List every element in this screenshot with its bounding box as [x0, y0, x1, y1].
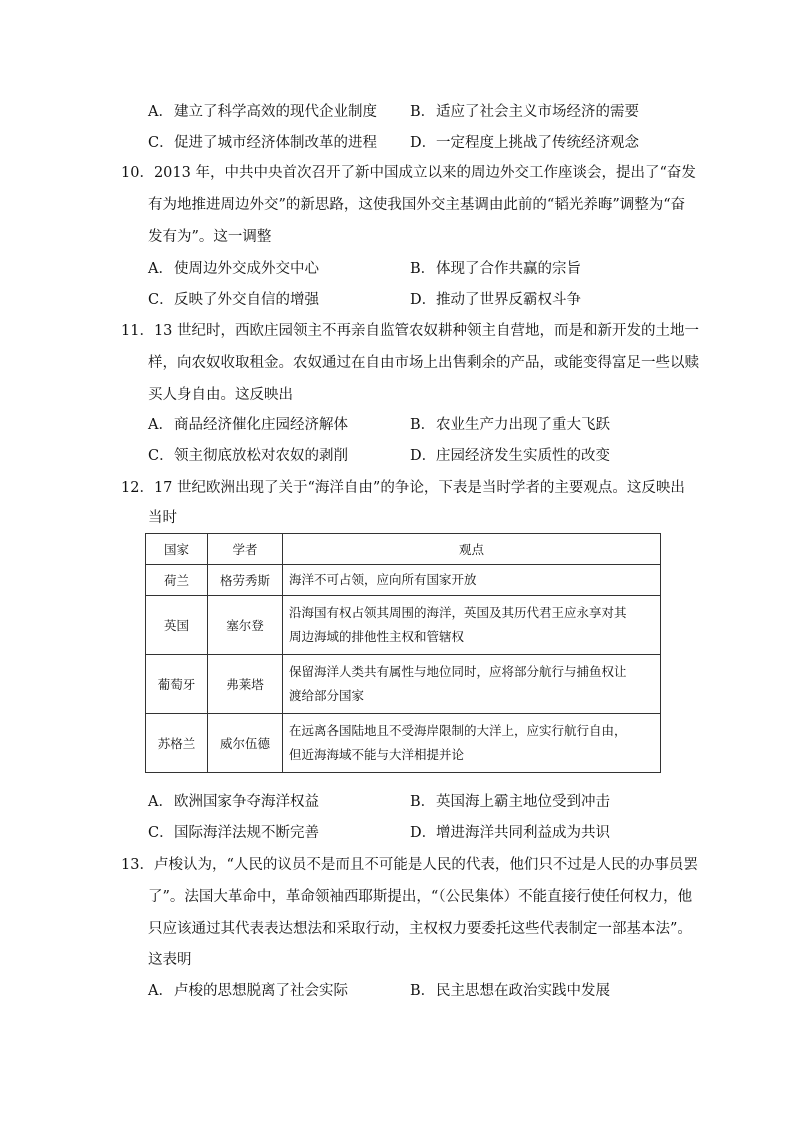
cell-country: 苏格兰 — [146, 714, 208, 773]
cell-scholar: 塞尔登 — [208, 596, 283, 655]
q10-stem-line-2: 有为地推进周边外交”的新思路，这使我国外交主基调由此前的“韬光养晦”调整为“奋 — [148, 197, 686, 213]
q10-stem-line-1: 10．2013 年，中共中央首次召开了新中国成立以来的周边外交工作座谈会，提出了“奋发 — [121, 165, 696, 181]
q12-options-row-2 — [148, 821, 708, 845]
q9-options-row-1 — [148, 100, 708, 124]
table-row — [146, 565, 661, 596]
q10-stem-line-3: 发有为”。这一调整 — [148, 229, 272, 245]
cell-scholar: 格劳秀斯 — [208, 565, 283, 596]
q10-options-row-1 — [148, 257, 708, 281]
q11-option-d[interactable]: D．庄园经济发生实质性的改变 — [410, 448, 610, 464]
q10-option-c[interactable]: C．反映了外交自信的增强 — [148, 292, 319, 308]
q9-option-a[interactable]: A．建立了科学高效的现代企业制度 — [148, 104, 377, 120]
cell-country: 荷兰 — [146, 565, 208, 596]
q12-option-b[interactable]: B．英国海上霸主地位受到冲击 — [410, 794, 610, 810]
q9-option-c[interactable]: C．促进了城市经济体制改革的进程 — [148, 135, 377, 151]
question-number: 10． — [121, 165, 154, 181]
q11-stem-line-2: 样，向农奴收取租金。农奴通过在自由市场上出售剩余的产品，或能变得富足一些以赎 — [148, 355, 699, 371]
q12-option-d[interactable]: D．增进海洋共同利益成为共识 — [410, 825, 610, 841]
cell-view: 沿海国有权占领其周围的海洋，英国及其历代君王应永享对其 周边海域的排他性主权和管辖权 — [283, 596, 661, 655]
q11-option-b[interactable]: B．农业生产力出现了重大飞跃 — [410, 417, 610, 433]
table-header-row — [146, 534, 661, 565]
header-scholar: 学者 — [208, 534, 283, 565]
q11-option-a[interactable]: A．商品经济催化庄园经济解体 — [148, 417, 348, 433]
q12-options-row-1 — [148, 790, 708, 814]
q12-stem-line-2: 当时 — [148, 510, 177, 526]
q13-options-row-1 — [148, 979, 708, 1003]
q13-stem-line-3: 只应该通过其代表表达想法和采取行动，主权权力要委托这些代表制定一部基本法”。 — [148, 921, 692, 937]
q11-stem-line-1: 11．13 世纪时，西欧庄园领主不再亲自监管农奴耕种领主自营地，而是和新开发的土地一 — [121, 323, 700, 339]
q13-stem-line-1: 13．卢梭认为，“人民的议员不是而且不可能是人民的代表，他们只不过是人民的办事员罢 — [121, 857, 698, 873]
cell-scholar: 弗莱塔 — [208, 655, 283, 714]
table-row — [146, 596, 661, 655]
cell-view: 保留海洋人类共有属性与地位同时，应将部分航行与捕鱼权让 渡给部分国家 — [283, 655, 661, 714]
scholar-views-table — [145, 533, 661, 773]
cell-country: 英国 — [146, 596, 208, 655]
q11-option-c[interactable]: C．领主彻底放松对农奴的剥削 — [148, 448, 348, 464]
q11-stem-line-3: 买人身自由。这反映出 — [148, 387, 293, 403]
q13-stem-line-2: 了”。法国大革命中，革命领袖西耶斯提出，“（公民集体）不能直接行使任何权力，他 — [148, 889, 693, 905]
header-view: 观点 — [283, 534, 661, 565]
q12-option-a[interactable]: A．欧洲国家争夺海洋权益 — [148, 794, 319, 810]
table-row — [146, 655, 661, 714]
q10-option-d[interactable]: D．推动了世界反霸权斗争 — [410, 292, 581, 308]
q13-option-a[interactable]: A．卢梭的思想脱离了社会实际 — [148, 983, 348, 999]
cell-view: 海洋不可占领，应向所有国家开放 — [283, 565, 661, 596]
q9-options-row-2 — [148, 131, 708, 155]
q12-stem-line-1: 12．17 世纪欧洲出现了关于“海洋自由”的争论，下表是当时学者的主要观点。这反映出 — [121, 480, 685, 496]
q9-option-d[interactable]: D．一定程度上挑战了传统经济观念 — [410, 135, 639, 151]
cell-view: 在远离各国陆地且不受海岸限制的大洋上，应实行航行自由， 但近海海域不能与大洋相提并论 — [283, 714, 661, 773]
table-row — [146, 714, 661, 773]
q11-options-row-1 — [148, 413, 708, 437]
question-number: 13． — [121, 857, 154, 873]
cell-country: 葡萄牙 — [146, 655, 208, 714]
cell-scholar: 威尔伍德 — [208, 714, 283, 773]
q10-option-b[interactable]: B．体现了合作共赢的宗旨 — [410, 261, 581, 277]
q10-options-row-2 — [148, 288, 708, 312]
q9-option-b[interactable]: B．适应了社会主义市场经济的需要 — [410, 104, 639, 120]
q13-stem-line-4: 这表明 — [148, 952, 192, 968]
q10-option-a[interactable]: A．使周边外交成外交中心 — [148, 261, 319, 277]
question-number: 12． — [121, 480, 154, 496]
question-number: 11． — [121, 323, 154, 339]
q13-option-b[interactable]: B．民主思想在政治实践中发展 — [410, 983, 610, 999]
q12-option-c[interactable]: C．国际海洋法规不断完善 — [148, 825, 319, 841]
q11-options-row-2 — [148, 444, 708, 468]
header-country: 国家 — [146, 534, 208, 565]
